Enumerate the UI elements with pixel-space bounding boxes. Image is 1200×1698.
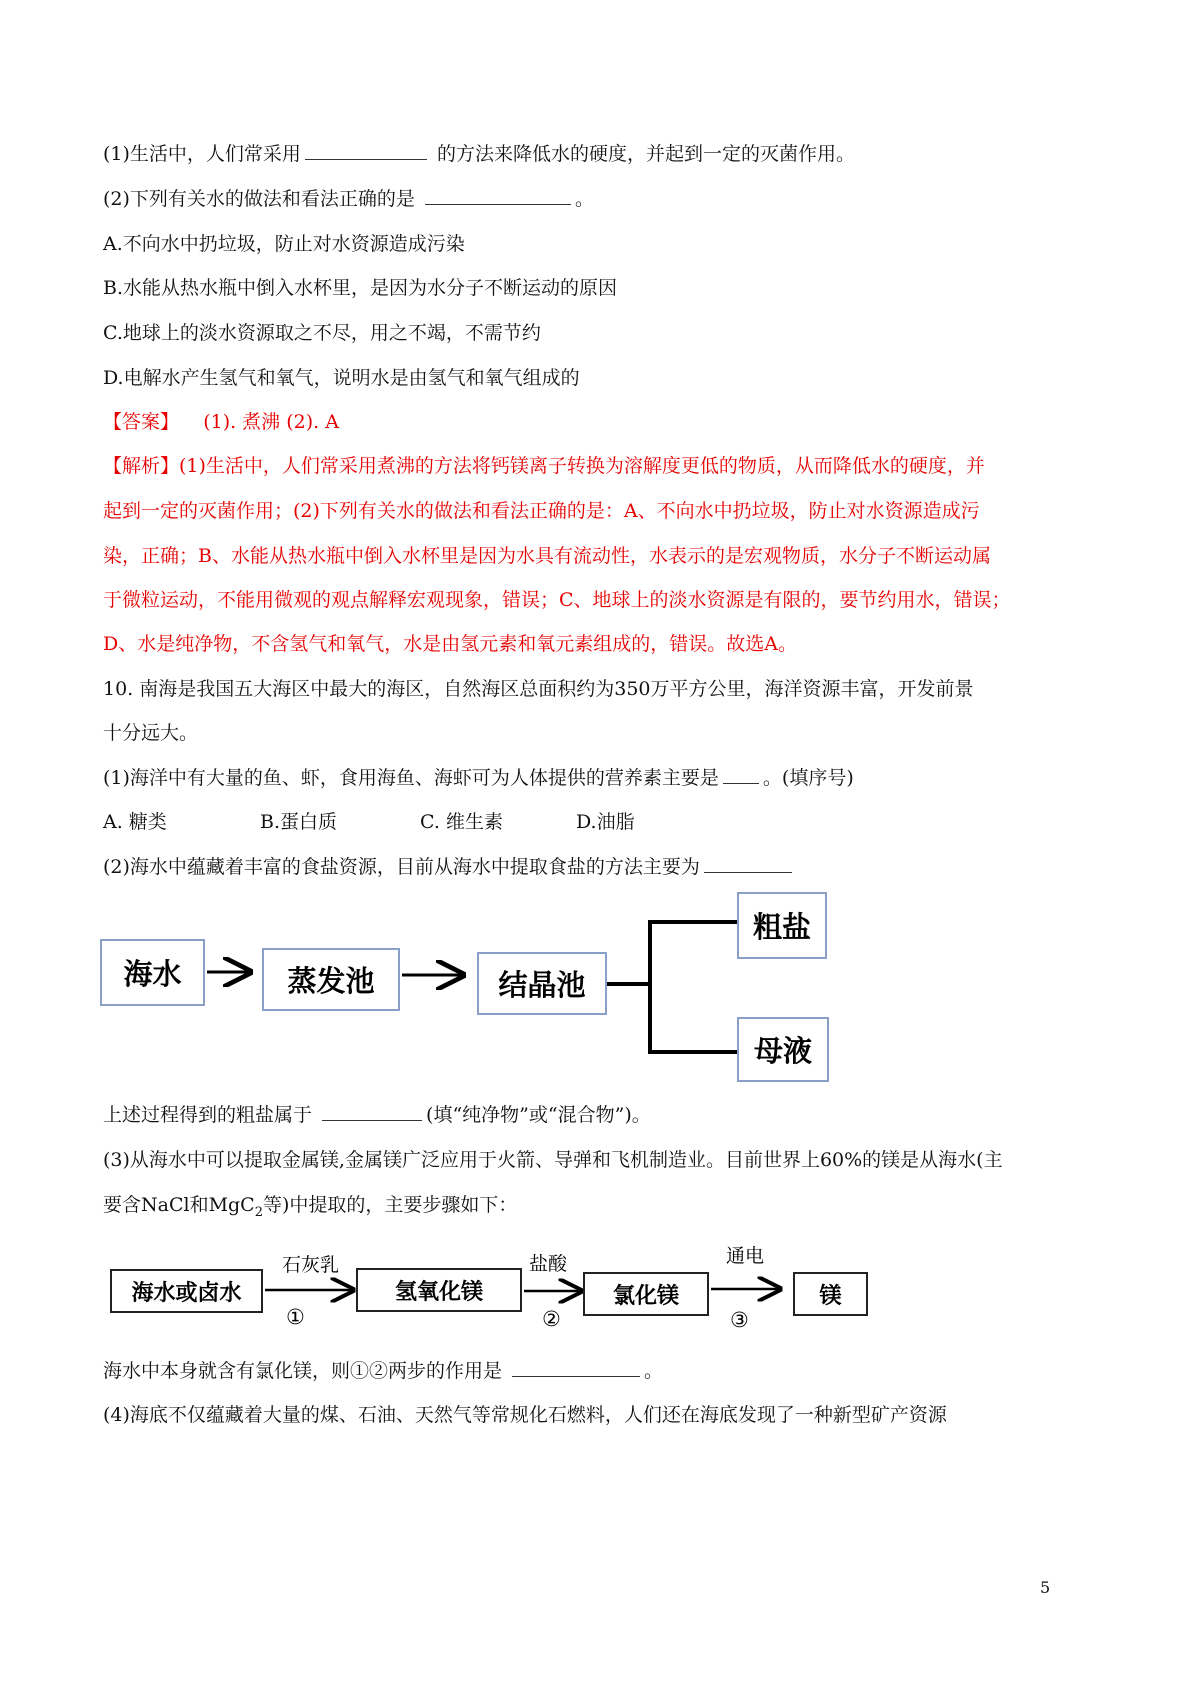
q9-option-c: C.地球上的淡水资源取之不尽，用之不竭，不需节约 xyxy=(103,322,541,344)
q10-part2: (2)海水中蕴藏着丰富的食盐资源，目前从海水中提取食盐的方法主要为 xyxy=(103,854,796,880)
q9-analysis-line-2: 起到一定的灭菌作用；(2)下列有关水的做法和看法正确的是：A、不向水中扔垃圾，防止对水资源造成污 xyxy=(103,500,980,522)
q10-part3-line-2: 要含NaCl和MgC$_2$等)中提取的，主要步骤如下： xyxy=(103,1194,518,1220)
step-1-marker: ① xyxy=(286,1305,305,1329)
choice-a: A. 糖类 xyxy=(103,811,167,833)
step-2-marker: ② xyxy=(542,1307,561,1331)
q9-part2: (2)下列有关水的做法和看法正确的是 。 xyxy=(103,188,594,210)
box-mother-liquor: 母液 xyxy=(737,1017,829,1082)
choice-d: D.油脂 xyxy=(576,811,635,833)
choice-c: C. 维生素 xyxy=(420,811,503,833)
answer-tag: 【答案】 xyxy=(103,411,180,433)
q9-analysis-line-5: D、水是纯净物，不含氢气和氧气，水是由氢元素和氧元素组成的，错误。故选A。 xyxy=(103,633,797,655)
q10-part3-line-1: (3)从海水中可以提取金属镁,金属镁广泛应用于火箭、导弹和飞机制造业。目前世界上60%的镁是从海水(主 xyxy=(103,1149,1003,1171)
q9-option-b: B.水能从热水瓶中倒入水杯里，是因为水分子不断运动的原因 xyxy=(103,277,618,299)
q10-part1: (1)海洋中有大量的鱼、虾，食用海鱼、海虾可为人体提供的营养素主要是 。(填序号) xyxy=(103,767,854,789)
q9-analysis-line-1: 【解析】(1)生活中，人们常采用煮沸的方法将钙镁离子转换为溶解度更低的物质，从而降低水的硬度，并 xyxy=(103,455,985,477)
reagent-hydrochloric-acid: 盐酸 xyxy=(529,1253,568,1275)
q9-option-a: A.不向水中扔垃圾，防止对水资源造成污染 xyxy=(103,233,465,255)
steps-purpose-blank[interactable] xyxy=(512,1358,640,1377)
q10-stem-line-1: 10. 南海是我国五大海区中最大的海区，自然海区总面积约为350万平方公里，海洋资源丰富，开发前景 xyxy=(103,678,974,700)
q9-part1: (1)生活中，人们常采用 的方法来降低水的硬度，并起到一定的灭菌作用。 xyxy=(103,143,855,165)
q10-crude-salt-question: 上述过程得到的粗盐属于 (填“纯净物”或“混合物”)。 xyxy=(103,1104,651,1126)
box-seawater: 海水 xyxy=(100,939,205,1006)
box-magnesium-chloride: 氯化镁 xyxy=(583,1272,709,1316)
reagent-electrolysis: 通电 xyxy=(726,1245,765,1267)
page-number: 5 xyxy=(1040,1578,1051,1597)
box-crystallization-pond: 结晶池 xyxy=(477,952,607,1015)
choice-b: B.蛋白质 xyxy=(260,811,338,833)
box-crude-salt: 粗盐 xyxy=(737,892,827,959)
q9-analysis-line-3: 染，正确；B、水能从热水瓶中倒入水杯里是因为水具有流动性，水表示的是宏观物质，水分子不断运动属 xyxy=(103,545,991,567)
q10-part4: (4)海底不仅蕴藏着大量的煤、石油、天然气等常规化石燃料，人们还在海底发现了一种新型矿产资源 xyxy=(103,1404,947,1426)
q10-stem-line-2: 十分远大。 xyxy=(103,722,199,744)
reagent-lime-milk: 石灰乳 xyxy=(282,1254,340,1276)
q10-steps-question: 海水中本身就含有氯化镁，则①②两步的作用是 。 xyxy=(103,1360,664,1382)
step-3-marker: ③ xyxy=(730,1308,749,1332)
answer-text: (1). 煮沸 (2). A xyxy=(203,411,339,433)
box-magnesium: 镁 xyxy=(793,1272,868,1316)
box-evaporation-pond: 蒸发池 xyxy=(262,948,400,1011)
q9-analysis-line-4: 于微粒运动，不能用微观的观点解释宏观现象，错误；C、地球上的淡水资源是有限的，要节约用水，错误； xyxy=(103,589,1011,611)
box-magnesium-hydroxide: 氢氧化镁 xyxy=(356,1268,522,1312)
q9-option-d: D.电解水产生氢气和氧气，说明水是由氢气和氧气组成的 xyxy=(103,367,580,389)
box-seawater-or-brine: 海水或卤水 xyxy=(110,1269,263,1313)
